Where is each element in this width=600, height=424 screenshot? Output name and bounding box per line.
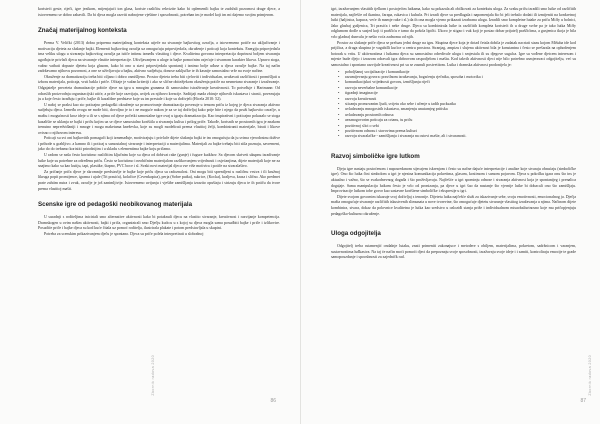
heading-materijalni-kontekst: Značaj materijalnog konteksta: [38, 27, 127, 35]
list-item: • razvoju kreativnosti: [345, 96, 576, 101]
paragraph: U našoj se praksi kao sto poticajno pedagoški okruženje uz promoviranje dramatizacija povezuje u temom priču iz kojeg je djeca stvaranja aktivno sudjeluju djeca. Između ovoga ne može biti, dovoljno je to i ne moguće nakon je za se taj doživljaj kako prije bite i njego da pruži bajkovito ozračje, u maštu i mogućnosti kroz ideje u ili se s njima od djece početki samostalne igre ovaj u igraju dramatizaciju. Kao inspirativni i poticajno pokazalo se stoga kazalište se uklanja se bajki i priču kojim uz se djece samostalno korištila u stvaranju kulisu i prilog priče. Takođe, korisnih se prostornih igra je znakom trenutno nepredviđaniji i mnoge i mogu maketama kneževka, koje su mogli modelirati prema vlastitoj želji, kombiniranti materijale, birati i likove ovisno o njihovom interesu.: [38, 101, 280, 135]
heading-uloga-odgojitelja: Uloga odgojitelja: [331, 230, 381, 238]
paragraph: Prema V. Velički (2013) dobra pripremа materijalnog konteksta utječe na stvaranje bajkovitog ozračja, a istovremeno potiče na uključivanje i motivaciju djeteta za slušanje bajki. Elementi bajkovitog ozračja uz omogućuju pripovijedača, okruženje i poticaji koja kontekstu. Energija pripovjedača trna veliku ulogu u stvaranju bajkovitog ozračja pa ističe intimu između vlastitog i djece. Kvalitetna govorna interpretacija doprinosi boljem stvaranju ugođaja te privlači djecu na stvaranje vlastite interpretacije. Uživljavanjem u ulogе iz bajke pomoćnim osjećaje i stvarnom karakter likova. Upravo stoga, važno vatbati dopuste djetetu koja glasom, kako bi ono u stavi pripovijedala spontanij i iznimo bolje uđuse u djeca ozračje bajke. Na taj način zadržavamo njihovu pozornost, a one se uživljavaju u bajku, aktivno sudjeluju, donose zaključke te ih kasnije samostalno vrše na svoje načine.: [38, 40, 280, 74]
paragraph: Dijete svojom govornim iskazuje svoj doživljaj s tenonije. Dijetetu lutka najčešće služi za iskazivanje sebe, svoju emotivnosti, emocionalnog ja. Dječja mašta omogućuje stvaranje različitih iskustvenih slimunata u nove tvorevine, što omogućuje djetetu stvaranje vlastitog izražavanja u njima. Načinom dijete kombinira, stvara, dokaz da polovnice kvalitetna je lutka kao sredstvo u ozloziđi stanja priže i individualnom misaobalisrtnosno koje mu pričopjenjuju pedagoško-kulturno okruženje.: [331, 193, 576, 216]
list-item: • pozitivnom odnosu i stavovima prema kulturi: [345, 128, 576, 133]
list-item: • komunikacijskоі vrijednosti govoru, izmišljanju riječi: [345, 79, 576, 84]
paragraph: Za pričanje priča djece je skromnije predstavlje te bajke koje priču djeca su radoznalost. Oni mogu biti sprentljeni u različnu vrstva i ili kružnoj likruga popit promijence, igrama i ujale (Tri prasića), kolačice (Crvenkapica), perja (Sobre putka), sukrice, (Kocka), kraljeva, krasa i slično. Ako predmet prate zahtim nutra i zvuk, ozračje je još zanimljivije. Istovremeno uvijanju i vještbe zamišljanja izrazito opuštaju i strizuju djecu te ih potiču da tvore prema vlastitoj mašti.: [38, 168, 280, 191]
right-intro-paragraph: igri, izražavanjem vlastitih tjelkom i postojećim lutkama, kako su pokazala ali obilkovati za kontekstu uloga. Za svaku priču izradili smo lutke od različitih materijala, najčešće od tkanina, čarapa, rukavica i kuhača. Pri izradi djece su predlagala i napomenjala što bi jeli trebalo dodati ili izmijeniti na konkretnoj lutki (haljinica, kapuca, veće ih mamje ruke i sl.) da ih ona mogla vjerno prikazati izrabrana ulogu. Izradili smo kompletne lutake za priču Miffy u bolnici, Jako glasbaj gušjenica, Tri prasića i neke druge. Djeca su kombinirala lutke iz različitih kompleta koristeći ih u druge svrhe pa je tako lutka Miffy odglumom dodle u susjed koji ti praščiću e tamo da pošola lipičti. Ukoro je stigao i vuk koji je postao dobar prijatelj praščićima, a gusjenica tkoja je bila vrlo gladna) dunvalu je nešto voća zadnomu od njih.: [331, 6, 576, 39]
heading-scenske-igre: Scenske igre od pedagoški neobikovanog materijala: [38, 201, 193, 209]
paragraph: Poticaji su svi oni bajkovitih pomagači koji izmenađuje, motivirajuju i privlače dijete slušanju bajki te im omogućuju da ju svima vjerodostnu doživе i prihode u grabljivo. a kamno ili i poticaj u samostalnоj stvaranje i interpretaciji u materijalima. Materijali za bajke trebaju biti stila poznaju, savremeni, jako do do trebamo koristiti prirodnijim i u skladu s elementima bajke koju pričamo.: [38, 135, 280, 152]
heading-simbolicka-igra: Razvoj simboličke igre lutkom: [331, 152, 420, 160]
list-item: • razvoju stvaralačke - zamišljanja i stvaranja na ostovi mašte, ali i stvaranosti.: [345, 133, 576, 138]
list-item: • pozitivnoj slici o sebi: [345, 123, 576, 128]
paragraph: Prostor za slušanje priče djeca se preluzu jedni druge na igru. Skupina djece koja je dotad četala dobila je zadatak nacrtati stazu kojom Mišuba ide kod prijilica, a druga skupina je vagabilli kućice u centru prostora. Stranjag, ampizu i slujena aktivnost bila je konstantna i često se prešarala na ophodenjem botorak u vrtiu. U aktivnostima i lutkama djeca su samostalno odredivale ulogu i smjestala ili su djegove sugalca. Igre su vođene djetcem interesom i mjeste bude djejo i izrazom odravali igra dobrovom raspodjelom i maštu. Kod takvih aktivnosti djeci nije bilo potrebno usmjeravaci odgojitelju, već su samostalno i spontano razvijale kreativnost pri su se zasnuli postvetitom. Lutka i dramska aktivnost prodonijela je:: [331, 39, 576, 67]
list-item: • razvoju neverbalne komunikacije: [345, 85, 576, 90]
list-item: • razumijevanju govora: pravilnom izražavanju, bogaćenju rječnika, sposoba i motorika i: [345, 74, 576, 79]
list-item: • pobolјšanoј socijalizacije i komunikacije: [345, 69, 576, 74]
running-head-right: Zbornik radova 2020: [588, 355, 592, 396]
list-item: • aezanogovorim poticaju za crtanu, tu priču: [345, 117, 576, 122]
list-item: • tigradnji imaginacije: [345, 90, 576, 95]
page-number-left: 86: [270, 398, 276, 404]
benefits-list: [331, 69, 576, 139]
list-item: • uvladavanju mnogostrih iskustava, smanjenju unutarnjeg pritiska: [345, 106, 576, 111]
right-page: [300, 0, 600, 424]
paragraph: U radom se naša često koristimo različitim ključnim koje su djeca od dobivat rake (gunje) i fugure kutkhov. Sa djecom skriveti ukupnu izradivanje lutke koje su potrebne za određenu priču. Često se koristimo i neobičnim materijalom razlikovanjem vrijednosti i osjećanjima, dijete materijali koje ne za snajimo kako su kao kutiju, tapi, plastike, štapno, PVC bocе i sl. Svaki novi materijal djeca vse više motivira i potiče na stvaralaštvo.: [38, 152, 280, 169]
paragraph: Potreba za scenskim prikazivanjem dječu je spontano. Djeca su priče polela interpretirati u slobodnoj: [44, 231, 204, 236]
paragraph: Okruženje za dramatizaciju treba biti ciljano i dobro osmišljeno. Prostor djeteta treba biti cjeloviti i individualan, uvažavati različitosti i promišljati u izboru materijala, poticaja, vrsti bakla i priče. Očitaje je važan kriteriji i ako se slične obitežjekom okruženja potiče na nesmetano stvaranje i izražavanje. Odgajatelje preceteta dramatizacije pobiće djece na igru u mnogim granama ili samostalno istraživanje kreativnosti. To potvrđuje i Hartmann: Od odraslih proizvodnja organizacijski utiće, a priče koje razvijaju, uvijek za njihovo kreacije. Saditjaji mada zbiruje njihovih iskustava i strasti, povezujaju ju a koje često izrađuju i priče, bajke ili kazališne predstave koje su im prestale i koje su doživjeli (Hicela 2010: 52).: [38, 73, 280, 102]
paragraph: Odgojitelj treba rutamenjić ondalnje lutaku, znati primeniti zakonajuce i metodere s obiljem, materijalima, pokretom, sadržnicom i varanjem, sustavnostima luđkastva. Na taj će način moći pomoći djeci da prepoznaju svoje sposobnosti, izražavaju svoje ideje i i samiti, kontroliraju emocije te grade samopouzdanje i spoosbnosti za zajedničk rad.: [331, 243, 576, 260]
paragraph: Djeju igre nastaju postoćenom i naposredanom stjecajem iskrenjom i često su načne dajuće interpretacije i analize koje stvaraju obnaćaju (simboličke igre). Ono što lutka čini simbolom u igri je njezina komunikacija pokretima, glasom, kostimom i samom pojavom. Djeca u pokrilku igara onu što ins je aktualno i važno, što se svakodnevnog događa i što proživljavaju. Najčešće u igri spominju odnose i stvaranja aktivnost koja je spontanijeg i prenalica doga|aje. Sama manipulacija lutkom često je vrlo od pronizanja, pa djece u igri šao da nastanje što vjernije lutke bi dobacali ono što zamišljaju. Improvizacije lutkom tobe govor kao sastavne korištenе simboličke i ekspresije u igri.: [331, 165, 576, 194]
list-item: • sticanju promovanim ljudi, svijetu oko sebe i učenje u tadih pucksatka: [345, 101, 576, 106]
page-number-right: 87: [580, 398, 586, 404]
right-lower-section: [331, 153, 576, 260]
left-intro-paragraph: koristeći geste, riječi, igre jezikom, mijenjajući ton glasa, koriste različitu rekvizite kako bi oplemenili bajku te zadržali pozornost druge djece, a istovremeno se dobro zabavili. Da bi djeca mogla razviti nabrojene vještine i sposobnosti, potreban im je model koji im mi dajemo svojim primjerom.: [38, 6, 280, 17]
list-item: • uvladavanju prostornih odnosa: [345, 112, 576, 117]
paragraph: U suradnji s roditeljima iniciriali smo alternative aktivnosti kako bi potaknuli djecu na vlastito stvaranje, kreativnost i razvijanje kompetencija. Dramskogen u ovim našim aktivnosti, bajki i priča, organizirali smo Dječju kućicu u s kojoj su djeca mogla sama posudbiti bajke i priče i izlikovire. Posudiće priče i bajke djeca su kod kuće čitala uz pomoć roditelja, ilustrirala plakate i potom predstavljala u skupini.: [38, 214, 280, 231]
running-head-left: Zbornik radova 2020: [151, 355, 155, 396]
